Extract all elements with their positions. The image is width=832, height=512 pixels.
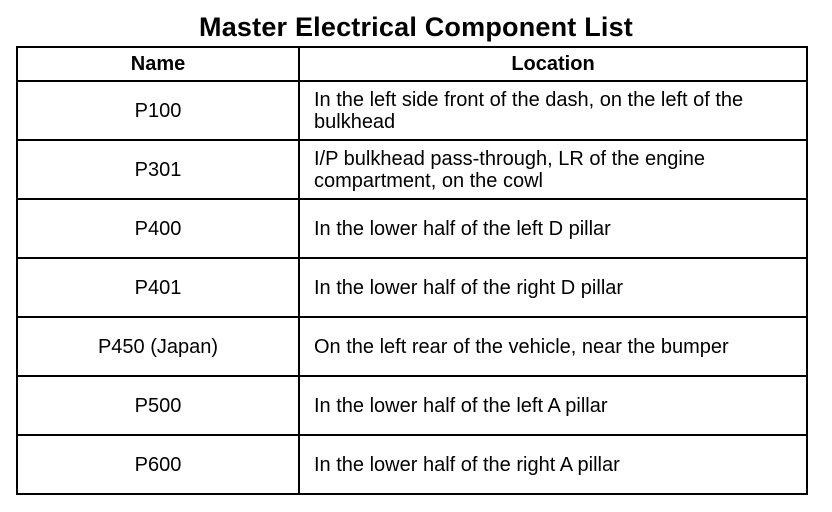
column-header-location: Location <box>299 47 807 81</box>
component-name-cell: P600 <box>17 435 299 494</box>
component-name-cell: P100 <box>17 81 299 140</box>
table-row <box>17 317 807 376</box>
page-title: Master Electrical Component List <box>199 12 633 42</box>
table-header-row <box>17 47 807 81</box>
component-table <box>16 46 808 495</box>
table-row <box>17 199 807 258</box>
component-table-container <box>16 46 806 495</box>
component-name-cell: P301 <box>17 140 299 199</box>
table-row <box>17 376 807 435</box>
component-name-cell: P500 <box>17 376 299 435</box>
table-row <box>17 435 807 494</box>
component-location-cell: In the lower half of the left D pillar <box>299 199 807 258</box>
component-location-cell: In the lower half of the right D pillar <box>299 258 807 317</box>
component-location-cell: In the lower half of the left A pillar <box>299 376 807 435</box>
table-row <box>17 140 807 199</box>
component-location-cell: On the left rear of the vehicle, near the bumper <box>299 317 807 376</box>
component-name-cell: P400 <box>17 199 299 258</box>
component-name-cell: P401 <box>17 258 299 317</box>
component-location-cell: In the lower half of the right A pillar <box>299 435 807 494</box>
component-location-cell: In the left side front of the dash, on the left of the bulkhead <box>299 81 807 140</box>
table-row <box>17 258 807 317</box>
component-location-cell: I/P bulkhead pass-through, LR of the engine compartment, on the cowl <box>299 140 807 199</box>
table-row <box>17 81 807 140</box>
component-name-cell: P450 (Japan) <box>17 317 299 376</box>
column-header-name: Name <box>17 47 299 81</box>
